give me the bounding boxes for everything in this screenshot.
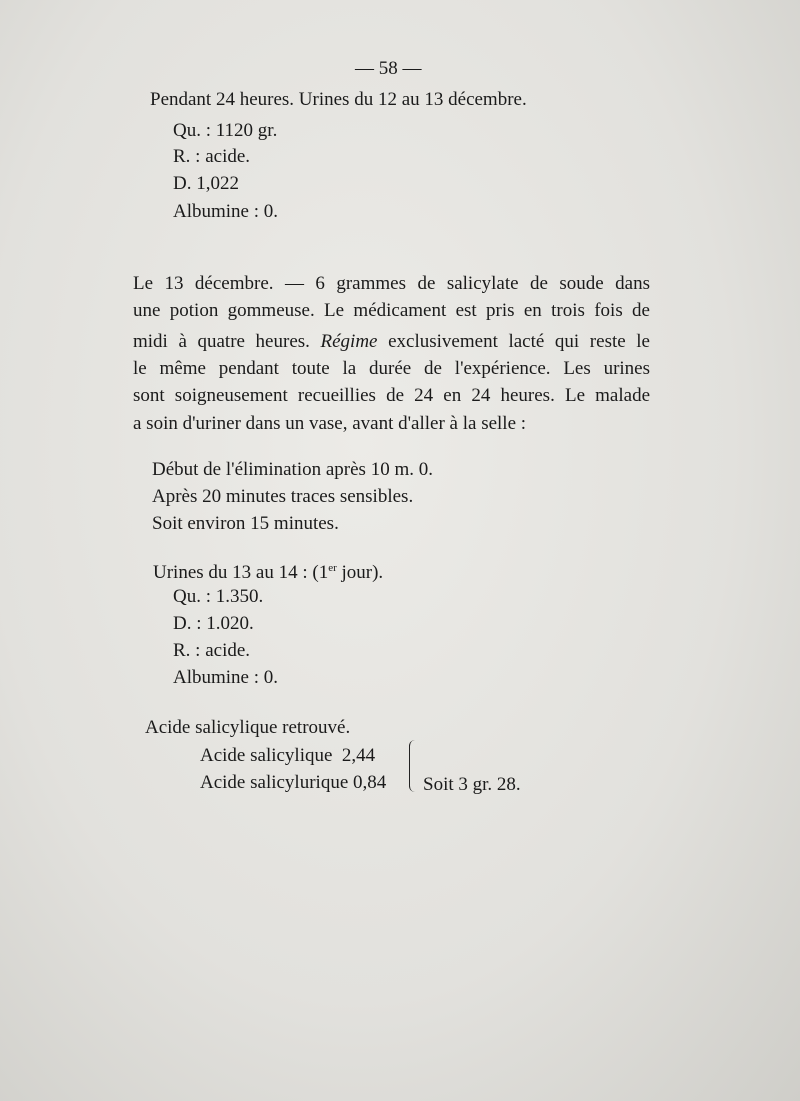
- brace: [409, 740, 418, 792]
- block2-albumine: Albumine : 0.: [173, 667, 279, 688]
- paragraph-line-5: sont soigneusement recueillies de 24 en 24 heures. Le malade: [133, 385, 650, 406]
- acide-title: Acide salicylique retrouvé.: [145, 717, 351, 738]
- acide-total: Soit 3 gr. 28.: [423, 774, 521, 795]
- acide-salicylique-line: Acide salicylique 2,44: [200, 745, 376, 766]
- block1-quantity: Qu. : 1120 gr.: [173, 120, 278, 141]
- paragraph-line-3-end: exclusivement lacté qui reste le: [388, 331, 650, 352]
- elimination-line-3: Soit environ 15 minutes.: [152, 513, 339, 534]
- regime-italic: Régime: [320, 331, 378, 352]
- paragraph-line-1: Le 13 décembre. — 6 grammes de salicylate de soude dans: [133, 273, 650, 294]
- block2-heading-text: Urines du 13 au 14 : (1: [153, 562, 329, 583]
- elimination-line-2: Après 20 minutes traces sensibles.: [152, 486, 414, 507]
- block2-heading: [153, 556, 383, 585]
- block2-heading-end: jour).: [336, 562, 384, 583]
- elimination-line-1: Début de l'élimination après 10 m. 0.: [152, 459, 433, 480]
- block2-quantity: Qu. : 1.350.: [173, 586, 264, 607]
- paragraph-line-3: [133, 330, 650, 354]
- block2-density: D. : 1.020.: [173, 613, 254, 634]
- block1-albumine: Albumine : 0.: [173, 201, 279, 222]
- block1-heading: Pendant 24 heures. Urines du 12 au 13 décembre.: [150, 89, 527, 110]
- paragraph-line-3-start: midi à quatre heures.: [133, 331, 310, 352]
- block2-heading-sup: er: [328, 562, 337, 574]
- paragraph-line-6: a soin d'uriner dans un vase, avant d'aller à la selle :: [133, 413, 527, 434]
- acide-salicylurique-line: Acide salicylurique 0,84: [200, 772, 387, 793]
- paragraph-line-2: une potion gommeuse. Le médicament est pris en trois fois de: [133, 300, 650, 321]
- page-number: — 58 —: [355, 58, 422, 79]
- block1-reaction: R. : acide.: [173, 146, 251, 167]
- block2-reaction: R. : acide.: [173, 640, 251, 661]
- paragraph-line-4: le même pendant toute la durée de l'expérience. Les urines: [133, 358, 650, 379]
- block1-density: D. 1,022: [173, 173, 239, 194]
